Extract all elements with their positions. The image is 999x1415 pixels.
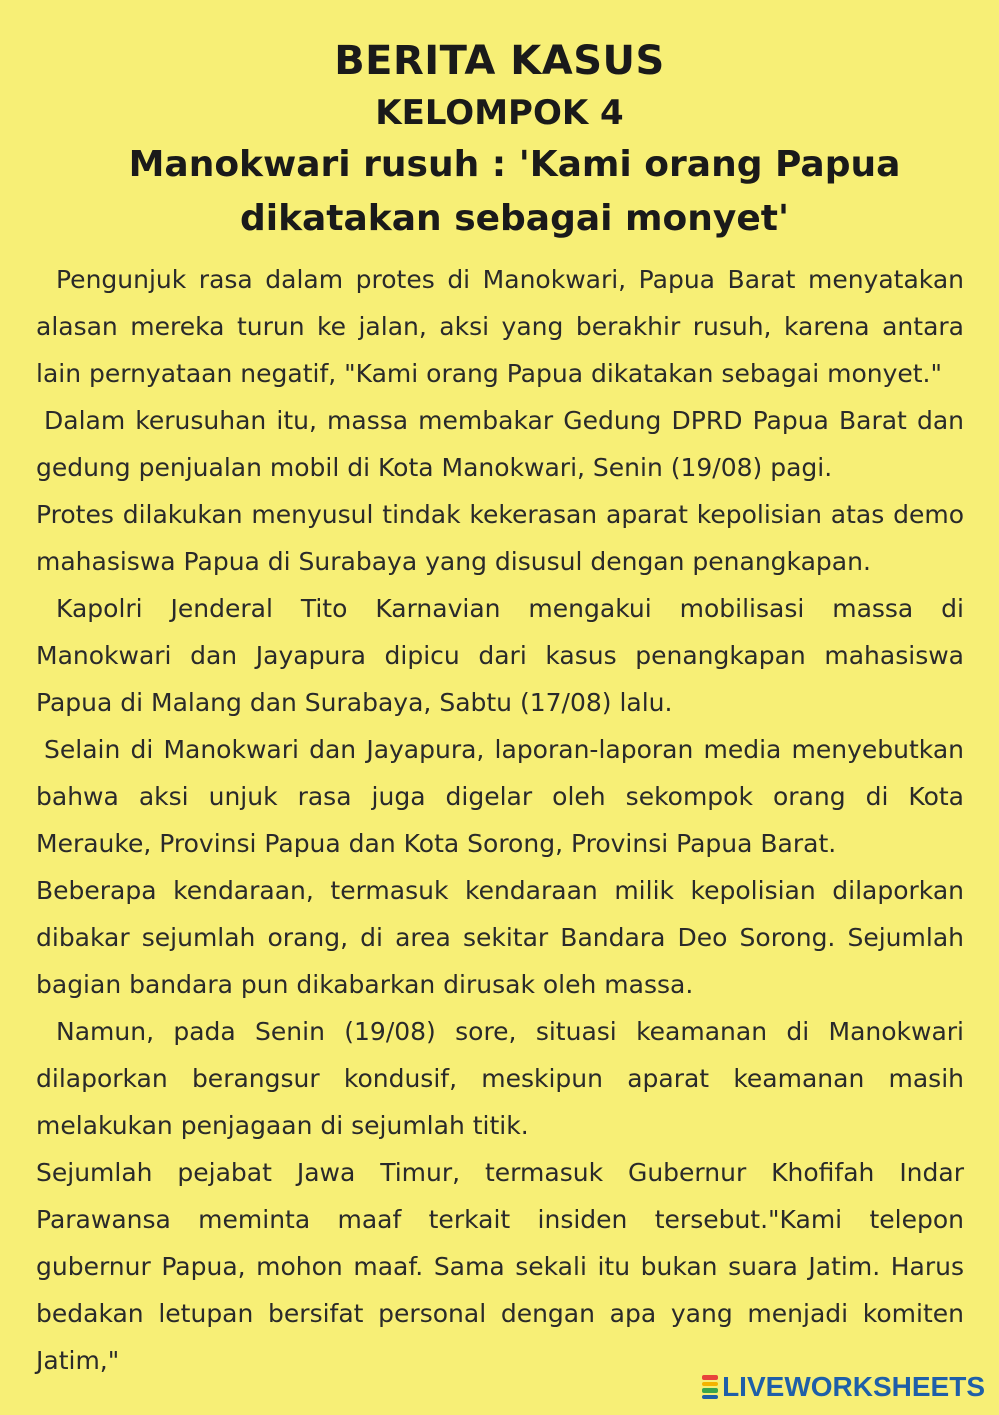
paragraph-5: Selain di Manokwari dan Jayapura, laporan-laporan media menyebutkan bahwa aksi unjuk rasa juga digelar oleh sekompok orang di Kota Merauke, Provinsi Papua dan Kota Sorong, Provinsi Papua Barat. [36, 735, 964, 858]
paragraph-1: Pengunjuk rasa dalam protes di Manokwari, Papua Barat menyatakan alasan mereka turun ke jalan, aksi yang berakhir rusuh, karena antara lain pernyataan negatif, "Kami orang Papua dikatakan sebagai monyet." [36, 265, 964, 388]
headline-line-1: Manokwari rusuh : 'Kami orang Papua [128, 144, 901, 185]
paragraph-2: Dalam kerusuhan itu, massa membakar Gedung DPRD Papua Barat dan gedung penjualan mobil di Kota Manokwari, Senin (19/08) pagi. [36, 406, 964, 482]
group-label: KELOMPOK 4 [375, 93, 624, 133]
paragraph-8: Sejumlah pejabat Jawa Timur, termasuk Gubernur Khofifah Indar Parawansa meminta maaf terkait insiden tersebut."Kami telepon gubernur Papua, mohon maaf. Sama sekali itu bukan suara Jatim. Harus bedakan letupan bersifat personal dengan apa yang menjadi komiten Jatim," [36, 1158, 964, 1375]
liveworksheets-brand[interactable] [702, 1371, 985, 1403]
paragraph-7: Namun, pada Senin (19/08) sore, situasi keamanan di Manokwari dilaporkan berangsur kondusif, meskipun aparat keamanan masih melakukan penjagaan di sejumlah titik. [36, 1017, 964, 1140]
paragraph-3: Protes dilakukan menyusul tindak kekerasan aparat kepolisian atas demo mahasiswa Papua di Surabaya yang disusul dengan penangkapan. [36, 500, 964, 576]
logo-bar-red [702, 1375, 718, 1380]
title-block [0, 34, 999, 246]
article-body [36, 256, 964, 1384]
logo-bar-green [702, 1388, 718, 1393]
logo-bar-blue [702, 1395, 718, 1400]
paragraph-6: Beberapa kendaraan, termasuk kendaraan milik kepolisian dilaporkan dibakar sejumlah orang, di area sekitar Bandara Deo Sorong. Sejumlah bagian bandara pun dikabarkan dirusak oleh massa. [36, 876, 964, 999]
headline-line-2: dikatakan sebagai monyet' [239, 198, 790, 239]
liveworksheets-logo-icon [702, 1374, 718, 1400]
brand-name: LIVEWORKSHEETS [722, 1371, 985, 1402]
paragraph-4: Kapolri Jenderal Tito Karnavian mengakui mobilisasi massa di Manokwari dan Jayapura dipicu dari kasus penangkapan mahasiswa Papua di Malang dan Surabaya, Sabtu (17/08) lalu. [36, 594, 964, 717]
logo-bar-yellow [702, 1382, 718, 1387]
page-title: BERITA KASUS [334, 38, 665, 84]
